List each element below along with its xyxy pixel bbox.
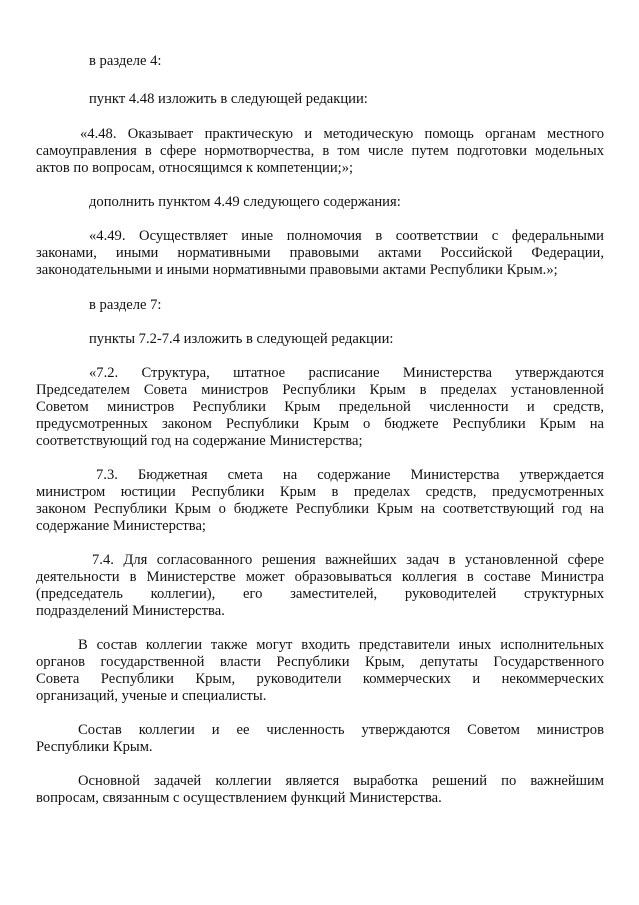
text-line: законодательными и иными нормативными правовыми актами Республики Крым.»; [36,262,558,278]
text-line: органов государственной власти Республики Крым, депутаты Государственного [36,654,604,670]
text-line: содержание Министерства; [36,518,206,534]
text-line: Советом министров Республики Крым предельной численности и средств, [36,399,604,415]
text-line: Республики Крым. [36,739,153,755]
text-line: «7.2. Структура, штатное расписание Министерства утверждаются [89,365,604,381]
text-line: в разделе 7: [89,297,162,313]
text-line: (председатель коллегии), его заместителей, руководителей структурных [36,586,604,602]
text-line: предусмотренных законом Республики Крым о бюджете Республики Крым на [36,416,604,432]
text-line: В состав коллегии также могут входить представители иных исполнительных [78,637,604,653]
text-line: законами, иными нормативными правовыми актами Российской Федерации, [36,245,604,261]
text-line: актов по вопросам, относящимся к компетенции;»; [36,160,354,176]
text-line: 7.4. Для согласованного решения важнейших задач в установленной сфере [92,552,604,568]
text-line: пункты 7.2-7.4 изложить в следующей редакции: [89,331,394,347]
text-line: соответствующий год на содержание Министерства; [36,433,363,449]
text-line: «4.48. Оказывает практическую и методическую помощь органам местного [80,126,604,142]
text-line: Совета Республики Крым, руководители коммерческих и некоммерческих [36,671,604,687]
text-line: организаций, ученые и специалисты. [36,688,267,704]
text-line: пункт 4.48 изложить в следующей редакции: [89,91,368,107]
text-line: самоуправления в сфере нормотворчества, в том числе путем подготовки модельных [36,143,604,159]
text-line: деятельности в Министерстве может образовываться коллегия в составе Министра [36,569,604,585]
text-line: подразделений Министерства. [36,603,225,619]
text-line: законом Республики Крым о бюджете Республики Крым на соответствующий год на [36,501,604,517]
text-line: 7.3. Бюджетная смета на содержание Министерства утверждается [96,467,604,483]
text-line: Состав коллегии и ее численность утверждаются Советом министров [78,722,604,738]
text-line: министром юстиции Республики Крым в пределах средств, предусмотренных [36,484,604,500]
text-line: вопросам, связанным с осуществлением функций Министерства. [36,790,442,806]
text-line: в разделе 4: [89,53,162,69]
text-line: Основной задачей коллегии является выработка решений по важнейшим [78,773,604,789]
text-line: «4.49. Осуществляет иные полномочия в соответствии с федеральными [89,228,604,244]
text-line: Председателем Совета министров Республики Крым в пределах установленной [36,382,604,398]
text-line: дополнить пунктом 4.49 следующего содержания: [89,194,401,210]
